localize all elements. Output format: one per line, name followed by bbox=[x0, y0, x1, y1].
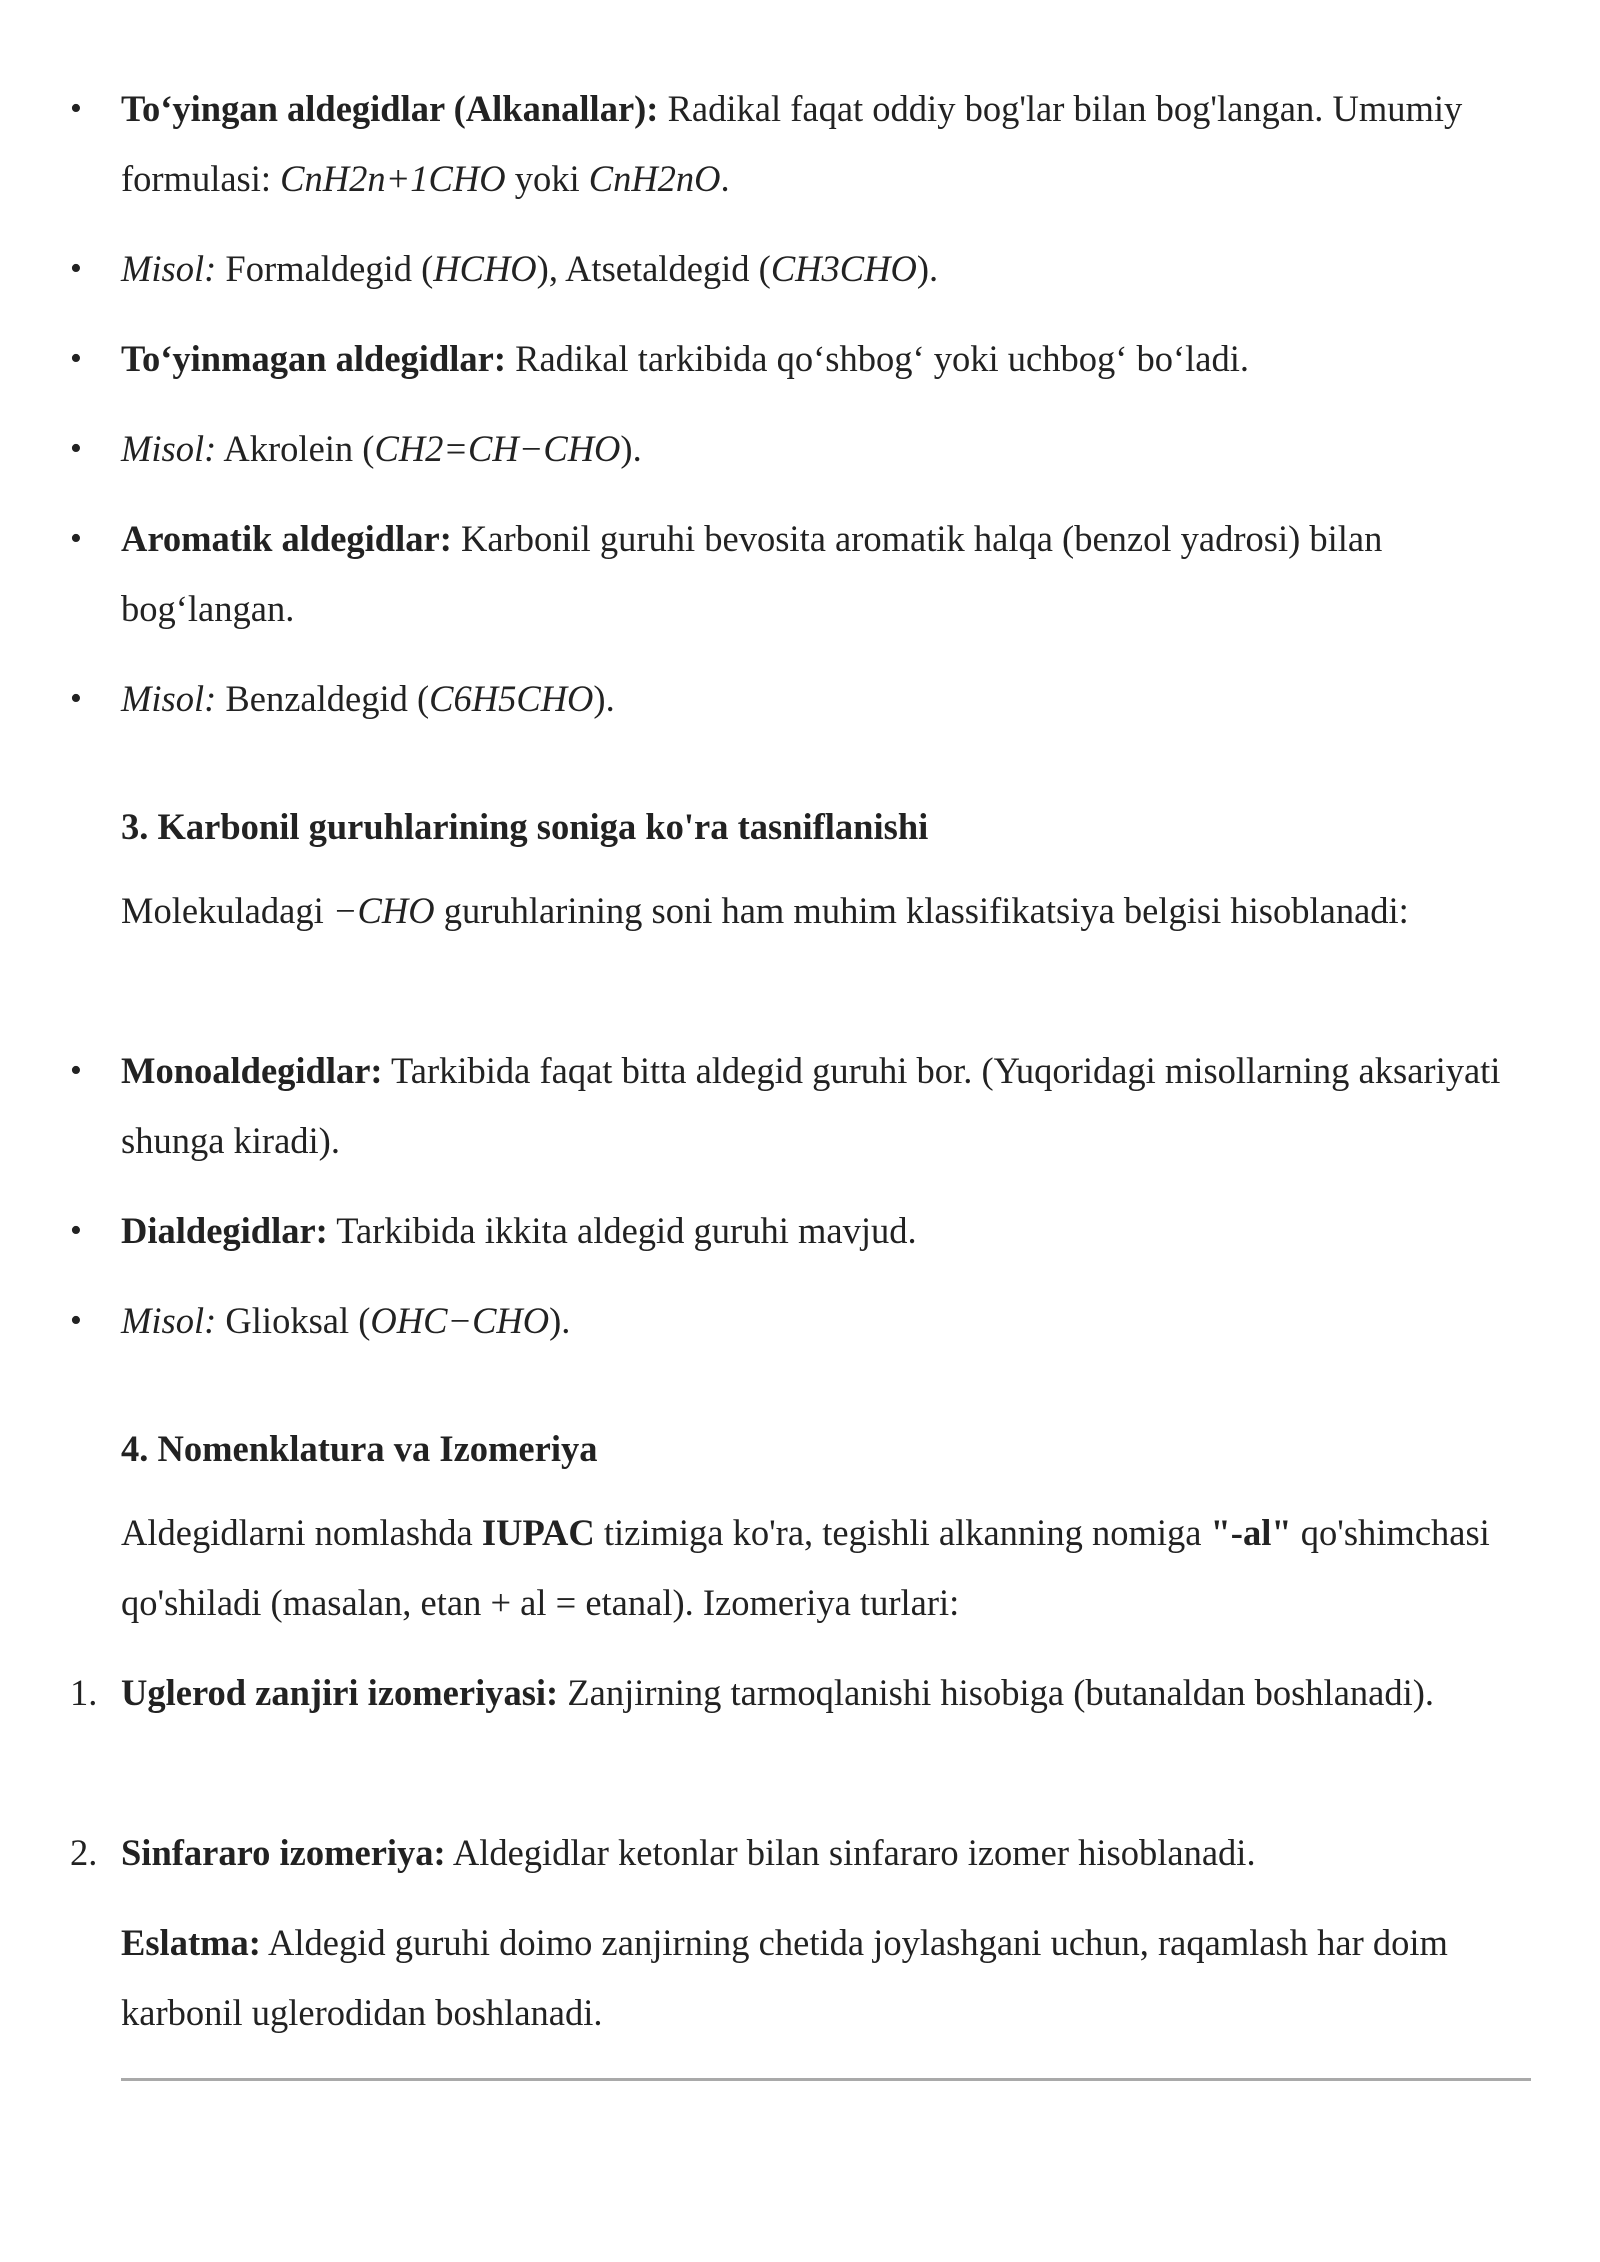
bullet-marker: • bbox=[70, 340, 82, 377]
item-text: Radikal faqat oddiy bog'lar bilan bog'langan. Umumiy formulasi: bbox=[121, 88, 1463, 199]
item-label: To‘yingan aldegidlar (Alkanallar): bbox=[121, 88, 659, 129]
list-number: 2. bbox=[70, 1832, 98, 1873]
bullet-marker: • bbox=[70, 1302, 82, 1339]
item-label: Misol: bbox=[121, 428, 217, 469]
section-intro bbox=[121, 876, 1541, 946]
note-label: Eslatma: bbox=[121, 1922, 261, 1963]
item-label: Uglerod zanjiri izomeriyasi: bbox=[121, 1672, 559, 1713]
item-text: Akrolein ( bbox=[216, 428, 375, 469]
item-label: Dialdegidlar: bbox=[121, 1210, 328, 1251]
item-text: Karbonil guruhi bevosita aromatik halqa (benzol yadrosi) bilan bog‘langan. bbox=[121, 518, 1383, 629]
formula: CnH2n+1CHO bbox=[280, 158, 506, 199]
formula: CnH2nO bbox=[588, 158, 721, 199]
intro-bold: IUPAC bbox=[481, 1512, 595, 1553]
list-item-example bbox=[121, 664, 1541, 734]
item-text: ). bbox=[549, 1300, 571, 1341]
item-text: . bbox=[720, 158, 730, 199]
item-text: Aldegidlar ketonlar bilan sinfararo izomer hisoblanadi. bbox=[445, 1832, 1256, 1873]
formula: HCHO bbox=[433, 248, 537, 289]
item-text: Tarkibida faqat bitta aldegid guruhi bor. (Yuqoridagi misollarning aksariyati shunga kiradi). bbox=[121, 1050, 1501, 1161]
bullet-marker: • bbox=[70, 90, 82, 127]
intro-text: tizimiga ko'ra, tegishli alkanning nomiga bbox=[594, 1512, 1211, 1553]
item-text: Zanjirning tarmoqlanishi hisobiga (butanaldan boshlanadi). bbox=[558, 1672, 1435, 1713]
item-text: ). bbox=[593, 678, 615, 719]
formula: CH3CHO bbox=[770, 248, 917, 289]
item-text: Radikal tarkibida qo‘shbog‘ yoki uchbog‘ bo‘ladi. bbox=[506, 338, 1250, 379]
list-item-example bbox=[121, 234, 1541, 304]
item-label: Sinfararo izomeriya: bbox=[121, 1832, 446, 1873]
bullet-marker: • bbox=[70, 250, 82, 287]
intro-text: Aldegidlarni nomlashda bbox=[121, 1512, 482, 1553]
item-label: Monoaldegidlar: bbox=[121, 1050, 383, 1091]
note-text: Aldegid guruhi doimo zanjirning chetida joylashgani uchun, raqamlash har doim karbonil uglerodidan boshlanadi. bbox=[121, 1922, 1448, 2033]
item-text: Benzaldegid ( bbox=[216, 678, 430, 719]
item-label: Aromatik aldegidlar: bbox=[121, 518, 452, 559]
bullet-marker: • bbox=[70, 520, 82, 557]
list-item-chain-isomerism bbox=[121, 1658, 1541, 1728]
formula: −CHO bbox=[332, 890, 435, 931]
item-text: Tarkibida ikkita aldegid guruhi mavjud. bbox=[327, 1210, 917, 1251]
list-number: 1. bbox=[70, 1672, 98, 1713]
formula: C6H5CHO bbox=[429, 678, 594, 719]
bullet-marker: • bbox=[70, 1212, 82, 1249]
item-text: ). bbox=[620, 428, 642, 469]
bullet-marker: • bbox=[70, 1052, 82, 1089]
formula: CH2=CH−CHO bbox=[374, 428, 621, 469]
list-item-example bbox=[121, 414, 1541, 484]
intro-text: qo'shimchasi qo'shiladi (masalan, etan + al = etanal). Izomeriya turlari: bbox=[121, 1512, 1490, 1623]
list-item-aromatic-aldehydes bbox=[121, 504, 1541, 644]
item-text: Formaldegid ( bbox=[216, 248, 434, 289]
list-item-example bbox=[121, 1286, 1541, 1356]
item-text: Glioksal ( bbox=[216, 1300, 371, 1341]
list-item-dialdehydes bbox=[121, 1196, 1541, 1266]
note-paragraph bbox=[121, 1908, 1541, 2048]
section-heading: 4. Nomenklatura va Izomeriya bbox=[121, 1428, 598, 1469]
item-text: yoki bbox=[505, 158, 589, 199]
list-item-interclass-isomerism bbox=[121, 1818, 1541, 1888]
intro-bold: "-al" bbox=[1210, 1512, 1292, 1553]
section-heading: 3. Karbonil guruhlarining soniga ko'ra tasniflanishi bbox=[121, 806, 929, 847]
formula: OHC−CHO bbox=[370, 1300, 550, 1341]
item-text: ). bbox=[916, 248, 939, 289]
item-text: ), Atsetaldegid ( bbox=[536, 248, 771, 289]
horizontal-rule bbox=[121, 2078, 1531, 2081]
list-item-monoaldehydes bbox=[121, 1036, 1541, 1176]
bullet-marker: • bbox=[70, 680, 82, 717]
item-label: To‘yinmagan aldegidlar: bbox=[121, 338, 506, 379]
list-item-unsaturated-aldehydes bbox=[121, 324, 1541, 394]
bullet-marker: • bbox=[70, 430, 82, 467]
intro-text: guruhlarining soni ham muhim klassifikatsiya belgisi hisoblanadi: bbox=[434, 890, 1409, 931]
list-item-saturated-aldehydes bbox=[121, 74, 1541, 214]
item-label: Misol: bbox=[121, 248, 217, 289]
item-label: Misol: bbox=[121, 678, 217, 719]
item-label: Misol: bbox=[121, 1300, 217, 1341]
section-intro bbox=[121, 1498, 1541, 1638]
intro-text: Molekuladagi bbox=[121, 890, 333, 931]
